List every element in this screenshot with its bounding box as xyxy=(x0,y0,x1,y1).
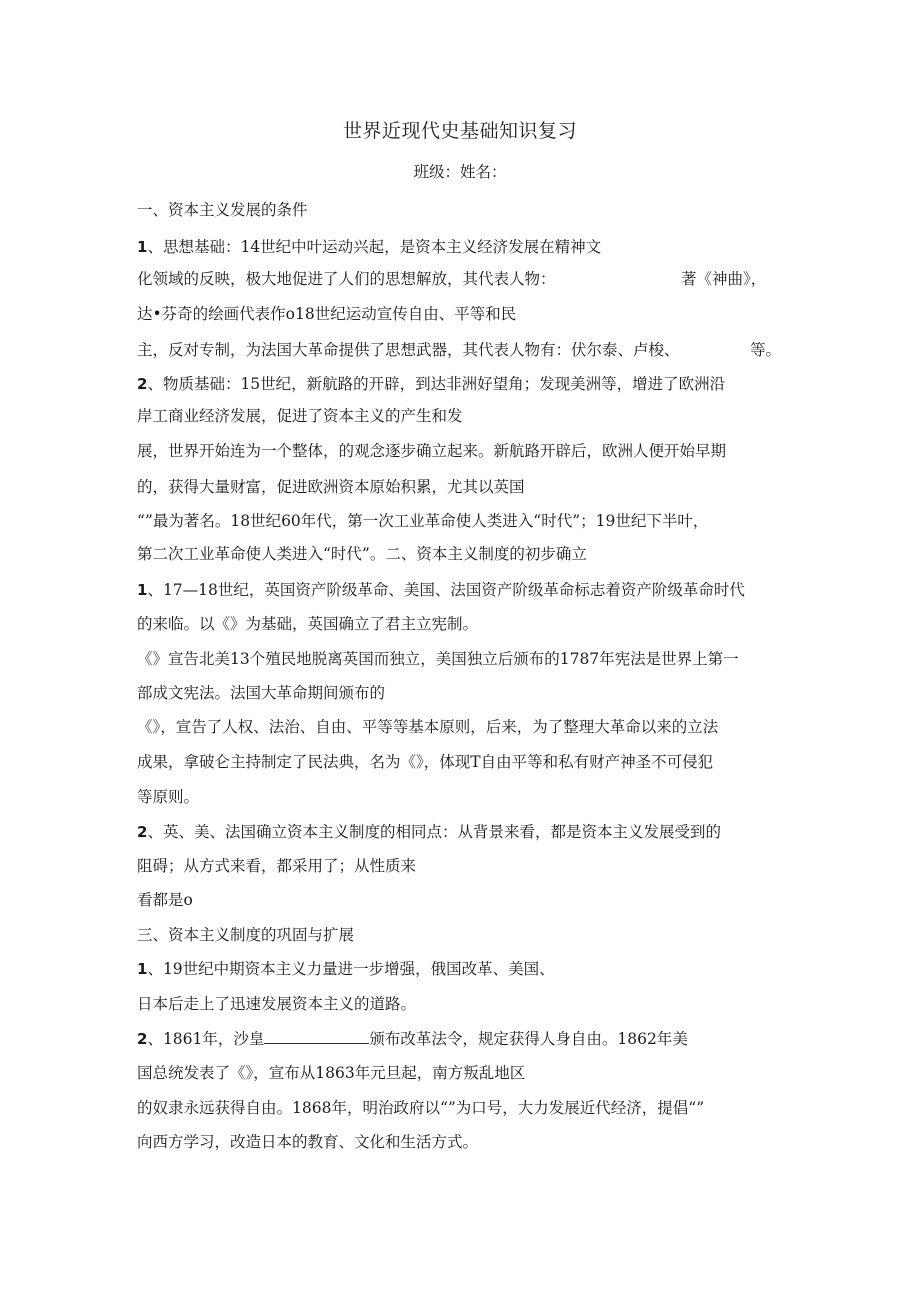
paragraph-line-tail: 等。 xyxy=(750,341,782,359)
paragraph-line xyxy=(137,236,601,258)
section-heading-1: 一、资本主义发展的条件 xyxy=(137,201,308,219)
paragraph-line xyxy=(137,958,555,980)
paragraph-line: 国总统发表了《》，宣布从1863年元旦起，南方叛乱地区 xyxy=(137,1064,526,1082)
paragraph-line: 部成文宪法。法国大革命期间颁布的 xyxy=(137,684,386,702)
section-heading-3: 三、资本主义制度的巩固与扩展 xyxy=(137,926,355,944)
item-number: 1 xyxy=(137,960,148,978)
paragraph-line: 的奴隶永远获得自由。1868年，明治政府以“”为口号，大力发展近代经济，提倡“” xyxy=(137,1099,705,1117)
paragraph-line: 看都是o xyxy=(137,891,193,909)
text-run: 颁布改革法令，规定获得人身自由。1862年美 xyxy=(369,1030,688,1048)
paragraph-line: 《》，宣告了人权、法治、自由、平等等基本原则，后来，为了整理大革命以来的立法 xyxy=(137,718,719,736)
paragraph-line: 成果，拿破仑主持制定了民法典，名为《》，体现T自由平等和私有财产神圣不可侵犯 xyxy=(137,753,714,771)
paragraph-line: 日本后走上了迅速发展资本主义的道路。 xyxy=(137,995,417,1013)
paragraph-line xyxy=(137,579,745,601)
document-title: 世界近现代史基础知识复习 xyxy=(342,120,577,142)
item-number: 2 xyxy=(137,823,148,841)
paragraph-line: 主，反对专制，为法国大革命提供了思想武器，其代表人物有：伏尔泰、卢梭、 xyxy=(137,341,680,359)
text-run: 、19世纪中期资本主义力量进一步增强，俄国改革、美国、 xyxy=(147,960,555,978)
paragraph-line: “”最为著名。18世纪60年代，第一次工业革命使人类进入“时代”；19世纪下半叶， xyxy=(137,512,709,530)
text-run: 、1861年，沙皇 xyxy=(147,1030,265,1048)
paragraph-line: 阻碍；从方式来看，都采用了；从性质来 xyxy=(137,857,417,875)
item-number: 2 xyxy=(137,375,148,393)
item-number: 1 xyxy=(137,238,148,256)
paragraph-line-tail: 著《神曲》， xyxy=(681,270,767,288)
fill-in-blank xyxy=(264,1027,369,1044)
text-run: 、物质基础：15世纪，新航路的开辟，到达非洲好望角；发现美洲等，增进了欧洲沿 xyxy=(147,375,726,393)
paragraph-line: 的，获得大量财富，促进欧洲资本原始积累，尤其以英国 xyxy=(137,478,525,496)
paragraph-line: 《》宣告北美13个殖民地脱离英国而独立，美国独立后颁布的1787年宪法是世界上第一 xyxy=(137,650,739,668)
class-name-line: 班级：姓名： xyxy=(413,163,507,181)
paragraph-line: 等原则。 xyxy=(137,788,200,806)
item-number: 1 xyxy=(137,581,148,599)
paragraph-line: 向西方学习，改造日本的教育、文化和生活方式。 xyxy=(137,1133,479,1151)
paragraph-line xyxy=(137,373,725,395)
paragraph-line xyxy=(137,821,721,843)
paragraph-line xyxy=(137,268,556,290)
paragraph-line: 第二次工业革命使人类进入“时代”。二、资本主义制度的初步确立 xyxy=(137,545,587,563)
paragraph-line: 的来临。以《》为基础，英国确立了君主立宪制。 xyxy=(137,615,479,633)
paragraph-line xyxy=(137,1027,688,1050)
text-run: 、英、美、法国确立资本主义制度的相同点：从背景来看，都是资本主义发展受到的 xyxy=(147,823,721,841)
paragraph-line: 岸工商业经济发展，促进了资本主义的产生和发 xyxy=(137,407,463,425)
item-number: 2 xyxy=(137,1030,148,1048)
text-run: 、思想基础：14世纪中叶运动兴起，是资本主义经济发展在精神文 xyxy=(147,238,602,256)
text-run: 化领域的反映，极大地促进了人们的思想解放，其代表人物： xyxy=(137,270,556,288)
text-run: 、17—18世纪，英国资产阶级革命、美国、法国资产阶级革命标志着资产阶级革命时代 xyxy=(147,581,745,599)
paragraph-line: 达•芬奇的绘画代表作o18世纪运动宣传自由、平等和民 xyxy=(137,305,517,323)
paragraph-line: 展，世界开始连为一个整体，的观念逐步确立起来。新航路开辟后，欧洲人便开始早期 xyxy=(137,442,727,460)
